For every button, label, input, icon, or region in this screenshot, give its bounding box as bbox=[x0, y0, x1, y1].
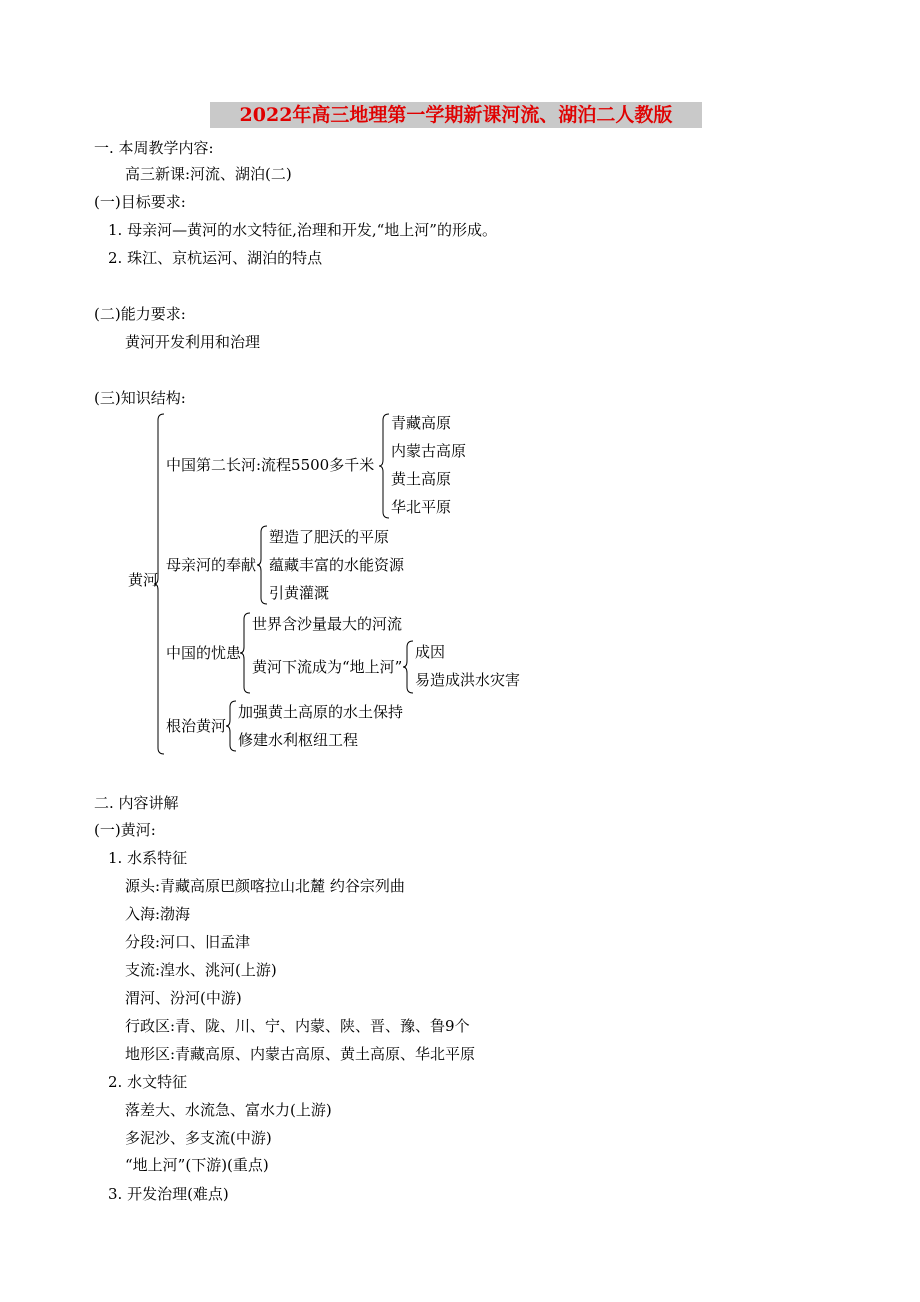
branch3-sub-item: 成因 bbox=[415, 643, 446, 661]
branch3-sub-item: 易造成洪水灾害 bbox=[415, 671, 521, 689]
page-title: 2022年高三地理第一学期新课河流、湖泊二人教版 bbox=[210, 102, 702, 128]
branch1-item: 黄土高原 bbox=[391, 470, 452, 488]
branch2-brace bbox=[259, 526, 269, 604]
branch4-brace bbox=[228, 701, 238, 751]
branch1-item: 青藏高原 bbox=[391, 414, 452, 432]
point1-line: 支流:湟水、洮河(上游) bbox=[125, 961, 277, 979]
branch2-item: 蕴藏丰富的水能资源 bbox=[269, 556, 405, 574]
branch4-item: 加强黄土高原的水土保持 bbox=[238, 703, 404, 721]
branch4-label: 根治黄河 bbox=[166, 717, 227, 735]
point2-heading: 2. 水文特征 bbox=[108, 1073, 188, 1091]
branch3-sub-label: 黄河下流成为“地上河” bbox=[252, 658, 403, 676]
ability-text: 黄河开发利用和治理 bbox=[125, 333, 261, 351]
branch2-item: 塑造了肥沃的平原 bbox=[269, 528, 390, 546]
point1-heading: 1. 水系特征 bbox=[108, 849, 188, 867]
tree-root: 黄河 bbox=[128, 571, 159, 589]
point1-line: 行政区:青、陇、川、宁、内蒙、陕、晋、豫、鲁9个 bbox=[125, 1017, 470, 1035]
branch1-item: 华北平原 bbox=[391, 498, 452, 516]
point1-line: 入海:渤海 bbox=[125, 905, 191, 923]
branch4-item: 修建水利枢纽工程 bbox=[238, 731, 359, 749]
branch3-brace bbox=[242, 613, 252, 693]
goal-item-1: 1. 母亲河—黄河的水文特征,治理和开发,“地上河”的形成。 bbox=[108, 221, 497, 239]
yellow-river-heading: (一)黄河: bbox=[94, 821, 156, 839]
branch3-item: 世界含沙量最大的河流 bbox=[252, 615, 403, 633]
branch3-label: 中国的忧患 bbox=[166, 644, 242, 662]
point1-line: 渭河、汾河(中游) bbox=[125, 989, 242, 1007]
branch2-item: 引黄灌溉 bbox=[269, 584, 330, 602]
point3-heading: 3. 开发治理(难点) bbox=[108, 1185, 229, 1203]
point1-line: 源头:青藏高原巴颜喀拉山北麓 约谷宗列曲 bbox=[125, 877, 405, 895]
point1-line: 地形区:青藏高原、内蒙古高原、黄土高原、华北平原 bbox=[125, 1045, 476, 1063]
section1-heading: 一. 本周教学内容: bbox=[94, 139, 214, 157]
point1-line: 分段:河口、旧孟津 bbox=[125, 933, 251, 951]
structure-heading: (三)知识结构: bbox=[94, 389, 186, 407]
point2-line: 多泥沙、多支流(中游) bbox=[125, 1129, 272, 1147]
branch1-label: 中国第二长河:流程5500多千米 bbox=[166, 456, 375, 474]
ability-heading: (二)能力要求: bbox=[94, 305, 186, 323]
branch1-brace bbox=[381, 414, 391, 518]
branch2-label: 母亲河的奉献 bbox=[166, 556, 257, 574]
branch1-item: 内蒙古高原 bbox=[391, 442, 467, 460]
course-line: 高三新课:河流、湖泊(二) bbox=[125, 165, 292, 183]
root-brace bbox=[156, 414, 166, 754]
goals-heading: (一)目标要求: bbox=[94, 193, 186, 211]
point2-line: 落差大、水流急、富水力(上游) bbox=[125, 1101, 332, 1119]
point2-line: “地上河”(下游)(重点) bbox=[125, 1156, 269, 1174]
branch3-sub-brace bbox=[405, 641, 415, 693]
goal-item-2: 2. 珠江、京杭运河、湖泊的特点 bbox=[108, 249, 323, 267]
section2-heading: 二. 内容讲解 bbox=[94, 794, 179, 812]
